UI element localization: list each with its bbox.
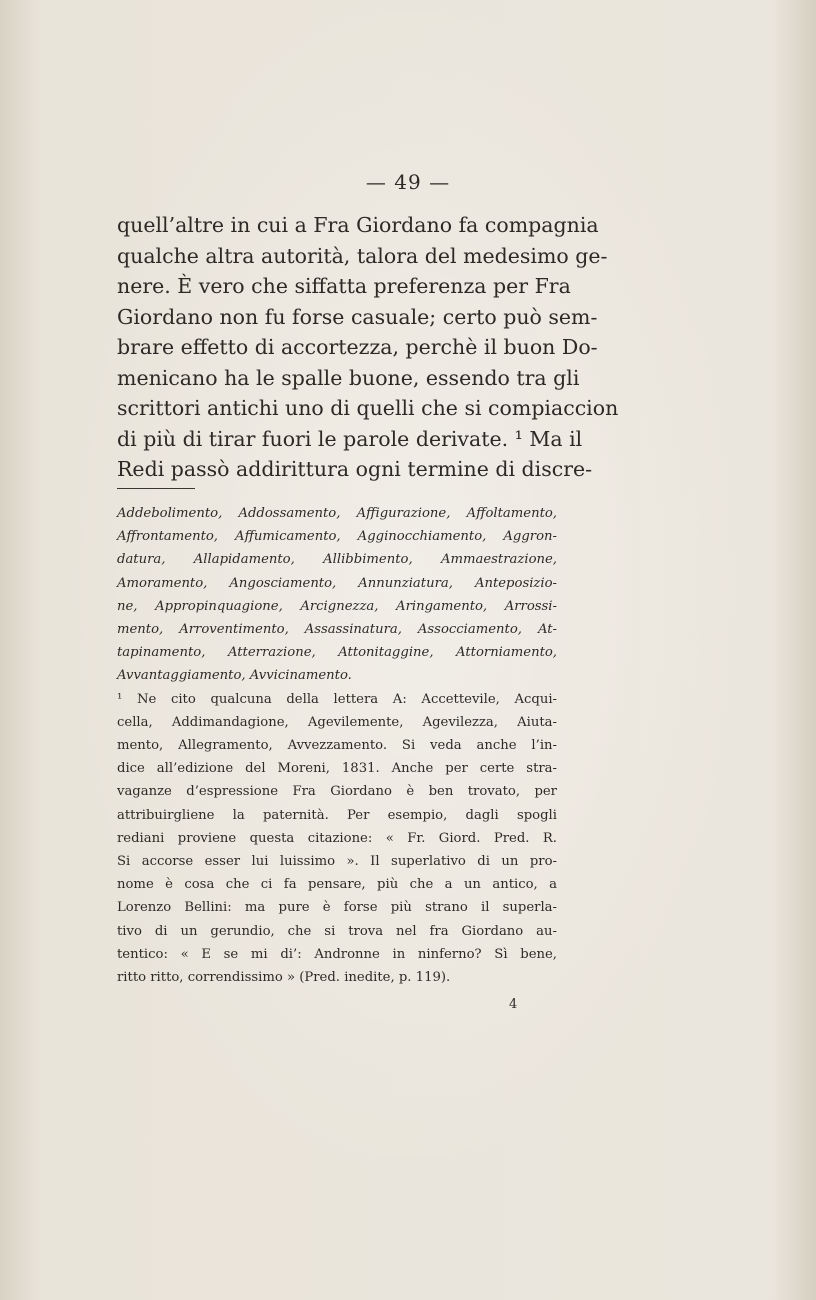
text-line: qualche altra autorità, talora del medesimo ge- [117, 243, 608, 268]
footnote-line: datura, Allapidamento, Allibbimento, Ammaestrazione, [117, 552, 557, 568]
footnote-line: Si accorse esser lui luissimo ». Il superlativo di un pro- [117, 854, 557, 870]
footnote-line: rediani proviene questa citazione: « Fr. Giord. Pred. R. [117, 830, 557, 846]
footnote-line: dice all’edizione del Moreni, 1831. Anche per certe stra- [117, 761, 557, 777]
main-text [117, 210, 619, 485]
footnote-line: Addebolimento, Addossamento, Affigurazione, Affoltamento, [117, 506, 557, 521]
text-line: menicano ha le spalle buone, essendo tra gli [117, 365, 580, 390]
text-line: Redi passò addirittura ogni termine di discre- [117, 457, 593, 481]
footnote-line: tivo di un gerundio, che si trova nel fra Giordano au- [117, 923, 557, 939]
footnote-line: Amoramento, Angosciamento, Annunziatura, Anteposizio- [117, 575, 557, 591]
text-line: brare effetto di accortezza, perchè il buon Do- [117, 335, 598, 359]
footnote-line: Affrontamento, Affumicamento, Agginocchiamento, Aggron- [117, 529, 557, 545]
footnote-1 [117, 688, 557, 990]
footnote-line: attribuirgliene la paternità. Per esempio, dagli spogli [117, 807, 557, 823]
footnote-line: vaganze d’espressione Fra Giordano è ben trovato, per [117, 784, 557, 800]
footnote-separator [117, 488, 195, 489]
footnote-line: cella, Addimandagione, Agevilemente, Agevilezza, Aiuta- [117, 714, 557, 730]
footnote-continuation [117, 502, 557, 688]
footnote-line: tentico: « E se mi di’: Andronne in ninferno? Sì bene, [117, 946, 557, 962]
footnotes [117, 502, 557, 1016]
footnote-line: Lorenzo Bellini: ma pure è forse più strano il superla- [117, 900, 557, 916]
text-line: Giordano non fu forse casuale; certo può sem- [117, 304, 598, 329]
footnote-line: ¹ Ne cito qualcuna della lettera A: Accettevile, Acqui- [117, 691, 557, 707]
footnote-line: nome è cosa che ci fa pensare, più che a un antico, a [117, 877, 557, 893]
footnote-line: mento, Arroventimento, Assassinatura, Assocciamento, At- [117, 622, 557, 638]
signature-mark: 4 [509, 997, 518, 1013]
text-line: nere. È vero che siffatta preferenza per Fra [117, 274, 571, 298]
footnote-line: tapinamento, Atterrazione, Attonitaggine, Attorniamento, [117, 645, 557, 661]
text-line: quell’altre in cui a Fra Giordano fa compagnia [117, 213, 599, 237]
text-line: di più di tirar fuori le parole derivate. ¹ Ma il [117, 426, 583, 451]
page-number: — 49 — [365, 170, 451, 194]
text-line: scrittori antichi uno di quelli che si compiaccion [117, 396, 619, 420]
footnote-line: mento, Allegramento, Avvezzamento. Si veda anche l’in- [117, 738, 557, 754]
footnote-line: ritto ritto, correndissimo » (Pred. inedite, p. 119). [117, 970, 451, 986]
footnote-line: ne, Appropinquagione, Arcignezza, Aringamento, Arrossi- [117, 598, 557, 614]
footnote-line: Avvantaggiamento, Avvicinamento. [117, 668, 352, 684]
